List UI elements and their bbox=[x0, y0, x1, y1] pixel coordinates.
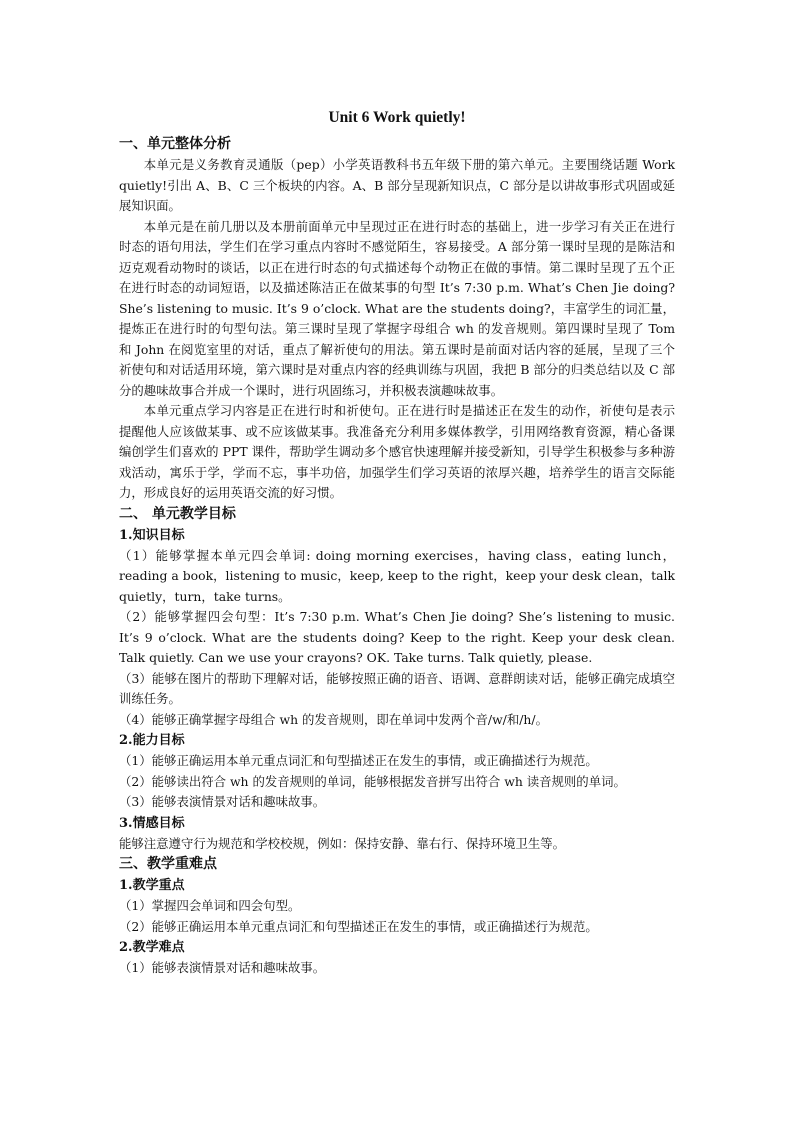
list-item: （1）能够正确运用本单元重点词汇和句型描述正在发生的事情，或正确描述行为规范。 bbox=[119, 753, 598, 768]
paragraph: 本单元是义务教育灵通版（pep）小学英语教科书五年级下册的第六单元。主要围绕话题 Work quietly!引出 A、B、C 三个板块的内容。A、B 部分呈现新知识点，C 部分是以讲故事形式巩固或延展知识面。 bbox=[119, 157, 675, 213]
subheading-knowledge-goals: 1.知识目标 bbox=[119, 527, 185, 543]
list-item: （1）掌握四会单词和四会句型。 bbox=[119, 898, 301, 913]
list-item: （2）能够正确运用本单元重点词汇和句型描述正在发生的事情，或正确描述行为规范。 bbox=[119, 918, 598, 934]
list-item: （2）能够掌握四会句型：It’s 7:30 p.m. What’s Chen Jie doing? She’s listening to music. It’s 9 o’clock. What are the students doing? Keep to the right. Keep your desk clean. Talk quietly. Can we use your crayons? OK. Take turns. Talk quietly, please. bbox=[119, 609, 675, 665]
subheading-teaching-focus: 1.教学重点 bbox=[119, 878, 185, 893]
section-heading-key-difficult-points: 三、教学重难点 bbox=[119, 856, 217, 872]
subheading-emotion-goals: 3.情感目标 bbox=[119, 815, 185, 831]
subheading-ability-goals: 2.能力目标 bbox=[119, 733, 185, 748]
list-item: 能够注意遵守行为规范和学校校规，例如：保持安静、靠右行、保持环境卫生等。 bbox=[119, 835, 566, 851]
paragraph: 本单元重点学习内容是正在进行时和祈使句。正在进行时是描述正在发生的动作，祈使句是表示提醒他人应该做某事、或不应该做某事。我准备充分利用多媒体教学，引用网络教育资源，精心备课编创学生们喜欢的 PPT 课件，帮助学生调动多个感官快速理解并接受新知，引导学生积极参与多种游戏活动，寓乐于学，学而不忘，事半功倍，加强学生们学习英语的浓厚兴趣，培养学生的语言交际能力，形成良好的运用英语交流的好习惯。 bbox=[119, 403, 675, 500]
subheading-teaching-difficulty: 2.教学难点 bbox=[119, 940, 185, 955]
list-item: （3）能够表演情景对话和趣味故事。 bbox=[119, 794, 326, 809]
list-item: （3）能够在图片的帮助下理解对话，能够按照正确的语音、语调、意群朗读对话，能够正确完成填空训练任务。 bbox=[119, 670, 675, 706]
list-item: （2）能够读出符合 wh 的发音规则的单词，能够根据发音拼写出符合 wh 读音规则的单词。 bbox=[119, 773, 626, 789]
list-item: （4）能够正确掌握字母组合 wh 的发音规则，即在单词中发两个音/w/和/h/。 bbox=[119, 711, 548, 727]
page-title: Unit 6 Work quietly! bbox=[328, 109, 466, 126]
paragraph: 本单元是在前几册以及本册前面单元中呈现过正在进行时态的基础上，进一步学习有关正在进行时态的语句用法，学生们在学习重点内容时不感觉陌生，容易接受。A 部分第一课时呈现的是陈洁和迈克观看动物时的谈话，以正在进行时态的句式描述每个动物正在做的事情。第二课时呈现了五个正在进行时态的动词短语，以及描述陈洁正在做某事的句型 It’s 7:30 p.m. What’s Chen Jie doing? She’s listening to music. It’s 9 o’clock. What are the students doing?，丰富学生的词汇量，提炼正在进行时的句型句法。第三课时呈现了掌握字母组合 wh 的发音规则。第四课时呈现了 Tom 和 John 在阅览室里的对话，重点了解祈使句的用法。第五课时是前面对话内容的延展，呈现了三个祈使句和对话适用环境，第六课时是对重点内容的经典训练与巩固，我把 B 部分的归类总结以及 C 部分的趣味故事合并成一个课时，进行巩固练习，并积极表演趣味故事。 bbox=[119, 218, 675, 398]
list-item: （1）能够掌握本单元四会单词: doing morning exercises，having class，eating lunch，reading a book，listening to music，keep, keep to the right，keep your desk clean，talk quietly，turn，take turns。 bbox=[119, 547, 675, 604]
section-heading-unit-analysis: 一、单元整体分析 bbox=[119, 136, 231, 152]
list-item: （1）能够表演情景对话和趣味故事。 bbox=[119, 960, 326, 975]
section-heading-teaching-goals: 二、 单元教学目标 bbox=[119, 505, 236, 522]
document-page bbox=[119, 108, 675, 979]
